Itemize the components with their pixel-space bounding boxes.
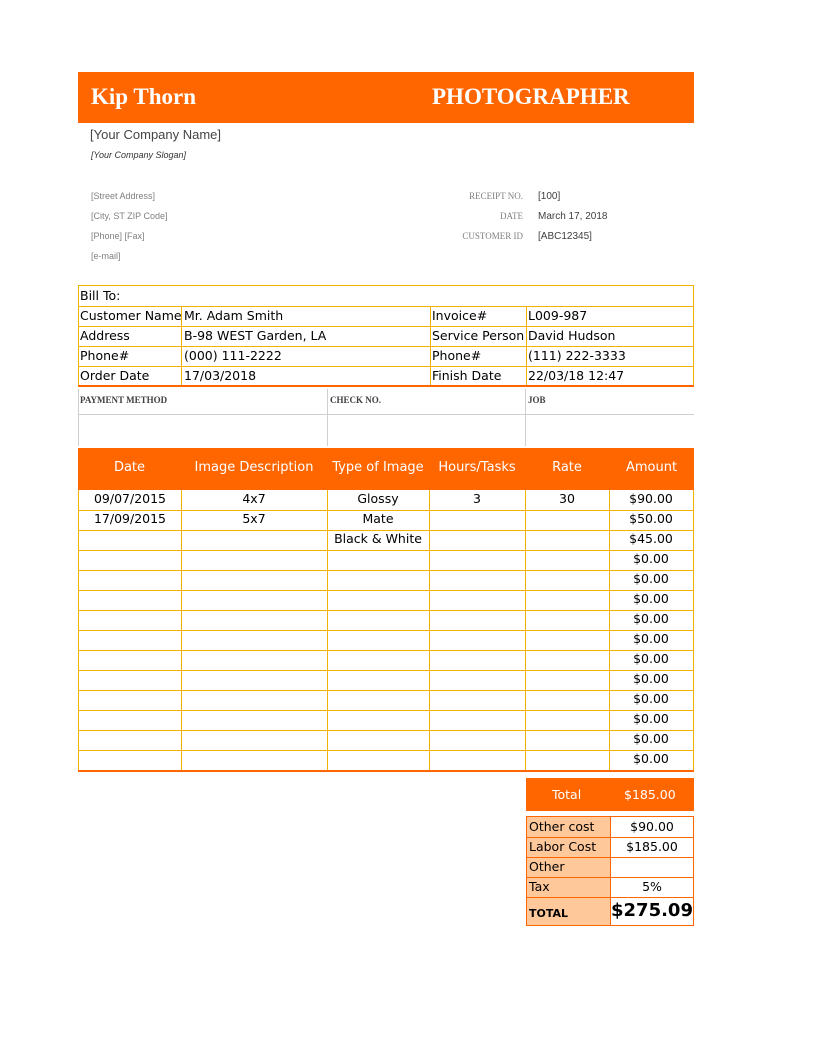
street-address: [Street Address] [91,191,156,201]
bill-to-title: Bill To: [80,288,121,303]
header-band [78,72,694,123]
item-description-cell: 5x7 [242,511,266,526]
items-header [78,448,694,490]
divider [79,710,693,711]
items-table [78,490,694,772]
item-amount-cell: $0.00 [633,751,669,766]
item-amount-cell: $50.00 [629,511,673,526]
item-amount-cell: $0.00 [633,651,669,666]
divider [79,750,693,751]
phone-fax: [Phone] [Fax] [91,231,145,241]
phone2-label: Phone# [432,348,482,363]
header-amount: Amount [625,460,678,475]
labor-cost-value: $185.00 [626,839,678,854]
finish-date-value: 22/03/18 12:47 [528,368,625,383]
total-band [526,778,694,811]
divider [610,817,611,925]
item-type-cell: Glossy [357,491,399,506]
divider [526,306,527,385]
invoice-label: Invoice# [432,308,488,323]
photographer-name: Kip Thorn [91,84,197,109]
tax-value: 5% [642,879,662,894]
customer-name-label: Customer Name [80,308,182,323]
item-amount-cell: $0.00 [633,691,669,706]
item-amount-cell: $0.00 [633,571,669,586]
order-date-value: 17/03/2018 [184,368,257,383]
payment-method-label: PAYMENT METHOD [80,395,168,405]
header-image-description: Image Description [194,460,314,475]
item-date-cell: 09/07/2015 [93,491,167,506]
divider [79,650,693,651]
divider [78,770,694,772]
total-label: Total [552,787,582,802]
other-cost-label: Other cost [527,817,611,837]
address-label: Address [80,328,130,343]
bill-to-table [78,285,694,386]
divider [79,630,693,631]
item-amount-cell: $0.00 [633,591,669,606]
item-amount-cell: $0.00 [633,671,669,686]
tax-label: Tax [527,877,611,897]
header-date: Date [113,460,146,475]
divider [78,385,694,387]
item-amount-cell: $0.00 [633,731,669,746]
job-field[interactable] [526,415,693,446]
customer-id-label: CUSTOMER ID [462,231,523,241]
item-amount-cell: $0.00 [633,711,669,726]
item-hours-cell: 3 [473,491,481,506]
company-slogan: [Your Company Slogan] [91,150,187,160]
header-role: PHOTOGRAPHER [432,84,630,109]
item-type-cell: Mate [362,511,394,526]
customer-id-value: [ABC12345] [538,231,592,242]
labor-cost-label: Labor Cost [527,837,611,857]
date-value: March 17, 2018 [538,211,608,222]
total-value: $185.00 [624,787,676,802]
divider [79,730,693,731]
item-amount-cell: $90.00 [629,491,673,506]
divider [79,590,693,591]
item-amount-cell: $45.00 [629,531,673,546]
service-person-value: David Hudson [528,328,616,343]
city-zip: [City, ST ZIP Code] [91,211,168,221]
invoice-value: L009-987 [528,308,588,323]
item-type-cell: Black & White [334,531,422,546]
item-amount-cell: $0.00 [633,611,669,626]
phone-label: Phone# [80,348,130,363]
item-description-cell: 4x7 [242,491,266,506]
item-amount-cell: $0.00 [633,551,669,566]
check-no-label: CHECK NO. [330,395,382,405]
phone-value: (000) 111-2222 [184,348,282,363]
customer-name-value: Mr. Adam Smith [184,308,284,323]
grand-total-value: $275.09 [611,900,693,921]
divider [79,610,693,611]
job-label: JOB [528,395,546,405]
other-label: Other [527,857,611,877]
item-date-cell: 17/09/2015 [93,511,167,526]
header-hours-tasks: Hours/Tasks [438,460,516,475]
company-name: [Your Company Name] [90,127,222,142]
divider [79,690,693,691]
phone2-value: (111) 222-3333 [528,348,626,363]
header-type-of-image: Type of Image [332,460,424,475]
finish-date-label: Finish Date [432,368,502,383]
check-no-field[interactable] [328,415,524,446]
date-label: DATE [500,211,523,221]
item-amount-cell: $0.00 [633,631,669,646]
divider [79,570,693,571]
address-value: B-98 WEST Garden, LA [184,328,327,343]
order-date-label: Order Date [80,368,150,383]
other-cost-value: $90.00 [630,819,674,834]
receipt-no-label: RECEIPT NO. [469,191,523,201]
header-rate: Rate [552,460,582,475]
service-person-label: Service Person [432,328,525,343]
grand-total-label: TOTAL [527,897,611,925]
item-rate-cell: 30 [559,491,575,506]
email: [e-mail] [91,251,121,261]
divider [79,550,693,551]
summary-box [526,816,694,926]
divider [430,306,431,385]
divider [79,670,693,671]
payment-method-field[interactable] [79,415,326,446]
receipt-no-value: [100] [538,191,561,202]
